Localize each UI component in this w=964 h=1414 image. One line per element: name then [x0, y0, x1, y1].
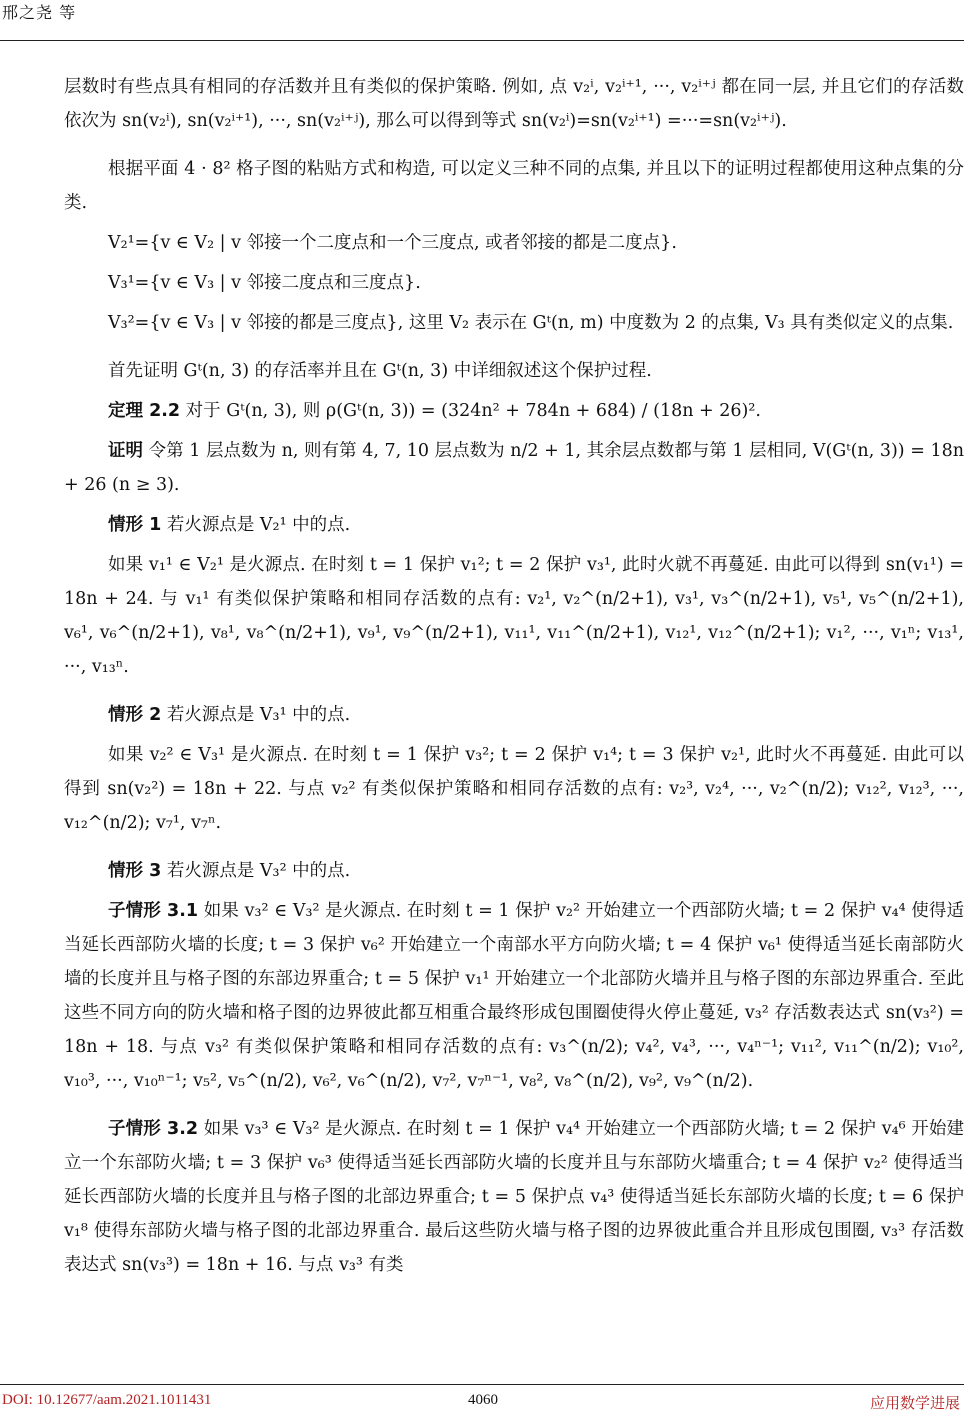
paragraph-proof-intro: 首先证明 Gᵗ(n, 3) 的存活率并且在 Gᵗ(n, 3) 中详细叙述这个保护过程.	[108, 361, 652, 381]
subcase-3-1	[64, 894, 964, 1098]
case-3-heading	[64, 854, 964, 888]
case-3-text: 若火源点是 V₃² 中的点.	[166, 861, 351, 881]
page-body	[64, 70, 964, 1282]
footer-journal-name: 应用数学进展	[869, 1394, 960, 1412]
subcase-3-1-text: 如果 v₃² ∈ V₃² 是火源点. 在时刻 t = 1 保护 v₂² 开始建立一个西部防火墙; t = 2 保护 v₄⁴ 使得适当延长西部防火墙的长度; t = 3 保护 v₆² 开始建立一个南部水平方向防火墙; t = 4 保护 v₆¹ 使得适当延长南部防火墙的长度并且与格子图的东部边界重合; t = 5 保护 v₁¹ 开始建立一个北部防火墙并且与格子图的东部边界重合. 至此这些不同方向的防火墙和格子图的边界彼此都互相重合最终形成包围圈使得火停止蔓延, v₃² 存活数表达式 sn(v₃²) = 18n + 18. 与点 v₃² 有类似保护策略和相同存活数的点有: v₃^(n/2); v₄², v₄³, ···, v₄ⁿ⁻¹; v₁₁², v₁₁^(n/2); v₁₀², v₁₀³, ···, v₁₀ⁿ⁻¹; v₅², v₅^(n/2), v₆², v₆^(n/2), v₇², v₇ⁿ⁻¹, v₈², v₈^(n/2), v₉², v₉^(n/2).	[64, 901, 964, 1091]
paragraph-point-sets-intro: 根据平面 4 · 8² 格子图的粘贴方式和构造, 可以定义三种不同的点集, 并且以下的证明过程都使用这种点集的分类.	[64, 159, 964, 213]
proof	[64, 434, 964, 502]
footer-page-number: 4060	[468, 1392, 498, 1408]
subcase-3-1-label: 子情形 3.1	[108, 901, 199, 921]
definition-v3-1: V₃¹={v ∈ V₃ | v 邻接二度点和三度点}.	[108, 273, 421, 293]
case-1-text: 若火源点是 V₂¹ 中的点.	[166, 515, 351, 535]
case-2-label: 情形 2	[108, 705, 162, 725]
definition-v2-1: V₂¹={v ∈ V₂ | v 邻接一个二度点和一个三度点, 或者邻接的都是二度点}.	[108, 233, 677, 253]
proof-text: 令第 1 层点数为 n, 则有第 4, 7, 10 层点数为 n/2 + 1, 其余层点数都与第 1 层相同, V(Gᵗ(n, 3)) = 18n + 26 (n ≥ 3).	[64, 441, 964, 495]
definition-v3-2: V₃²={v ∈ V₃ | v 邻接的都是三度点}, 这里 V₂ 表示在 Gᵗ(n, m) 中度数为 2 的点集, V₃ 具有类似定义的点集.	[108, 313, 954, 333]
theorem-2-2	[64, 394, 964, 428]
case-2-heading	[64, 698, 964, 732]
footer-doi-link[interactable]: DOI: 10.12677/aam.2021.1011431	[2, 1392, 212, 1408]
subcase-3-2-text: 如果 v₃³ ∈ V₃² 是火源点. 在时刻 t = 1 保护 v₄⁴ 开始建立一个西部防火墙; t = 2 保护 v₄⁶ 开始建立一个东部防火墙; t = 3 保护 v₆³ 使得适当延长西部防火墙的长度并且与东部防火墙重合; t = 4 保护 v₂² 使得适当延长西部防火墙的长度并且与格子图的北部边界重合; t = 5 保护点 v₄³ 使得适当延长东部防火墙的长度; t = 6 保护 v₁⁸ 使得东部防火墙与格子图的北部边界重合. 最后这些防火墙与格子图的边界彼此重合并且形成包围圈, v₃³ 存活数表达式 sn(v₃³) = 18n + 16. 与点 v₃³ 有类	[64, 1119, 964, 1275]
case-3-label: 情形 3	[108, 861, 162, 881]
theorem-text: 对于 Gᵗ(n, 3), 则 ρ(Gᵗ(n, 3)) = (324n² + 784n + 684) / (18n + 26)².	[185, 401, 761, 421]
header-rule	[0, 40, 964, 41]
proof-label: 证明	[108, 441, 144, 461]
subcase-3-2	[64, 1112, 964, 1282]
case-2-text: 若火源点是 V₃¹ 中的点.	[166, 705, 351, 725]
running-header-authors: 邢之尧 等	[2, 3, 77, 22]
theorem-label: 定理 2.2	[108, 401, 181, 421]
case-1-body: 如果 v₁¹ ∈ V₂¹ 是火源点. 在时刻 t = 1 保护 v₁²; t = 2 保护 v₃¹, 此时火就不再蔓延. 由此可以得到 sn(v₁¹) = 18n + 24. 与 v₁¹ 有类似保护策略和相同存活数的点有: v₂¹, v₂^(n/2+1), v₃¹, v₃^(n/2+1), v₅¹, v₅^(n/2+1), v₆¹, v₆^(n/2+1), v₈¹, v₈^(n/2+1), v₉¹, v₉^(n/2+1), v₁₁¹, v₁₁^(n/2+1), v₁₂¹, v₁₂^(n/2+1); v₁², ···, v₁ⁿ; v₁₃¹, ···, v₁₃ⁿ.	[64, 555, 964, 677]
footer-rule	[0, 1384, 964, 1385]
case-1-heading	[64, 508, 964, 542]
case-1-label: 情形 1	[108, 515, 162, 535]
subcase-3-2-label: 子情形 3.2	[108, 1119, 199, 1139]
paragraph-continuation: 层数时有些点具有相同的存活数并且有类似的保护策略. 例如, 点 v₂ⁱ, v₂ⁱ⁺¹, ···, v₂ⁱ⁺ʲ 都在同一层, 并且它们的存活数依次为 sn(v₂ⁱ), sn(v₂ⁱ⁺¹), ···, sn(v₂ⁱ⁺ʲ), 那么可以得到等式 sn(v₂ⁱ)=sn(v₂ⁱ⁺¹) =···=sn(v₂ⁱ⁺ʲ).	[64, 77, 964, 131]
case-2-body: 如果 v₂² ∈ V₃¹ 是火源点. 在时刻 t = 1 保护 v₃²; t = 2 保护 v₁⁴; t = 3 保护 v₂¹, 此时火不再蔓延. 由此可以得到 sn(v₂²) = 18n + 22. 与点 v₂² 有类似保护策略和相同存活数的点有: v₂³, v₂⁴, ···, v₂^(n/2); v₁₂², v₁₂³, ···, v₁₂^(n/2); v₇¹, v₇ⁿ.	[64, 745, 964, 833]
